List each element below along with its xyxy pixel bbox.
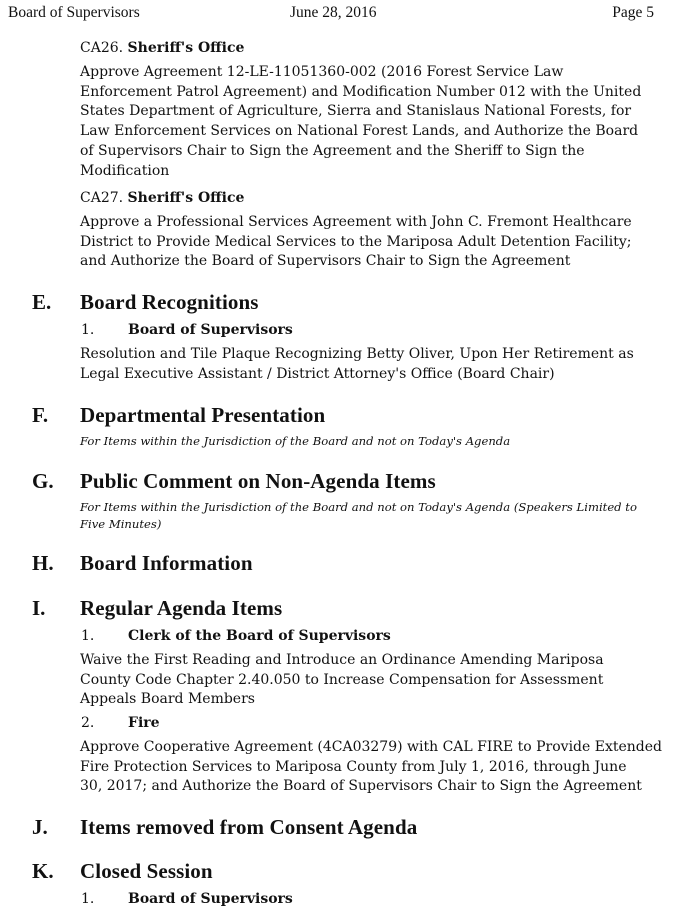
section-title: Departmental Presentation: [80, 403, 326, 427]
consent-item-description: [80, 213, 665, 272]
item-number: 2.: [81, 715, 95, 731]
section-title: Board Recognitions: [80, 290, 259, 314]
text-line: Enforcement Patrol Agreement) and Modification Number 012 with the United: [80, 83, 642, 100]
item-number: 1.: [81, 322, 95, 338]
text-line: 30, 2017; and Authorize the Board of Supervisors Chair to Sign the Agreement: [80, 778, 642, 795]
consent-item-department: Sheriff's Office: [127, 40, 245, 56]
section-letter: J.: [32, 815, 48, 839]
text-line: District to Provide Medical Services to the Mariposa Adult Detention Facility;: [80, 233, 632, 250]
item-title: Fire: [128, 715, 160, 731]
item-title: Clerk of the Board of Supervisors: [128, 628, 391, 644]
item-description: [80, 345, 665, 384]
text-line: Law Enforcement Services on National Forest Lands, and Authorize the Board: [80, 123, 639, 140]
text-line: Legal Executive Assistant / District Attorney's Office (Board Chair): [80, 365, 555, 382]
text-line: of Supervisors Chair to Sign the Agreement and the Sheriff to Sign the: [80, 142, 585, 159]
consent-item-description: [80, 63, 665, 181]
header-board-name: Board of Supervisors: [8, 4, 140, 21]
section-letter: G.: [32, 469, 54, 493]
item-description: [80, 738, 665, 797]
text-line: County Code Chapter 2.40.050 to Increase Compensation for Assessment: [80, 671, 604, 688]
section-title: Board Information: [80, 551, 253, 575]
section-title: Public Comment on Non-Agenda Items: [80, 469, 436, 493]
section-title: Items removed from Consent Agenda: [80, 815, 418, 839]
text-line: Resolution and Tile Plaque Recognizing Betty Oliver, Upon Her Retirement as: [80, 346, 634, 362]
header-date: June 28, 2016: [290, 4, 377, 21]
text-line: Fire Protection Services to Mariposa County from July 1, 2016, through June: [80, 758, 627, 775]
section-letter: I.: [32, 596, 46, 620]
section-title: Regular Agenda Items: [80, 596, 283, 620]
section-letter: H.: [32, 551, 54, 575]
section-letter: K.: [32, 859, 54, 883]
text-line: Waive the First Reading and Introduce an Ordinance Amending Mariposa: [80, 652, 604, 668]
item-title: Board of Supervisors: [128, 322, 293, 338]
consent-item-number: CA26.: [80, 40, 124, 56]
section-title: Closed Session: [80, 859, 213, 883]
consent-item-heading: [80, 190, 244, 206]
consent-item-number: CA27.: [80, 190, 124, 206]
text-line: Approve a Professional Services Agreement with John C. Fremont Healthcare: [80, 214, 632, 230]
item-number: 1.: [81, 891, 95, 907]
item-title: Board of Supervisors: [128, 891, 293, 907]
text-line: Modification: [80, 162, 170, 179]
item-description: [80, 651, 665, 710]
header-page-number: Page 5: [612, 4, 654, 21]
consent-item-heading: [80, 40, 244, 56]
text-line: and Authorize the Board of Supervisors Chair to Sign the Agreement: [80, 253, 571, 270]
consent-item-department: Sheriff's Office: [127, 190, 245, 206]
text-line: Five Minutes): [80, 517, 162, 531]
text-line: For Items within the Jurisdiction of the Board and not on Today's Agenda: [80, 434, 511, 448]
text-line: States Department of Agriculture, Sierra and Stanislaus National Forests, for: [80, 103, 632, 120]
text-line: Appeals Board Members: [80, 691, 255, 708]
text-line: Approve Cooperative Agreement (4CA03279) with CAL FIRE to Provide Extended: [80, 739, 662, 755]
text-line: Approve Agreement 12-LE-11051360-002 (2016 Forest Service Law: [80, 64, 564, 80]
section-note: [80, 433, 665, 450]
section-letter: F.: [32, 403, 49, 427]
section-note: [80, 499, 665, 533]
item-number: 1.: [81, 628, 95, 644]
text-line: For Items within the Jurisdiction of the Board and not on Today's Agenda (Speakers Limited to: [80, 500, 637, 514]
section-letter: E.: [32, 290, 52, 314]
